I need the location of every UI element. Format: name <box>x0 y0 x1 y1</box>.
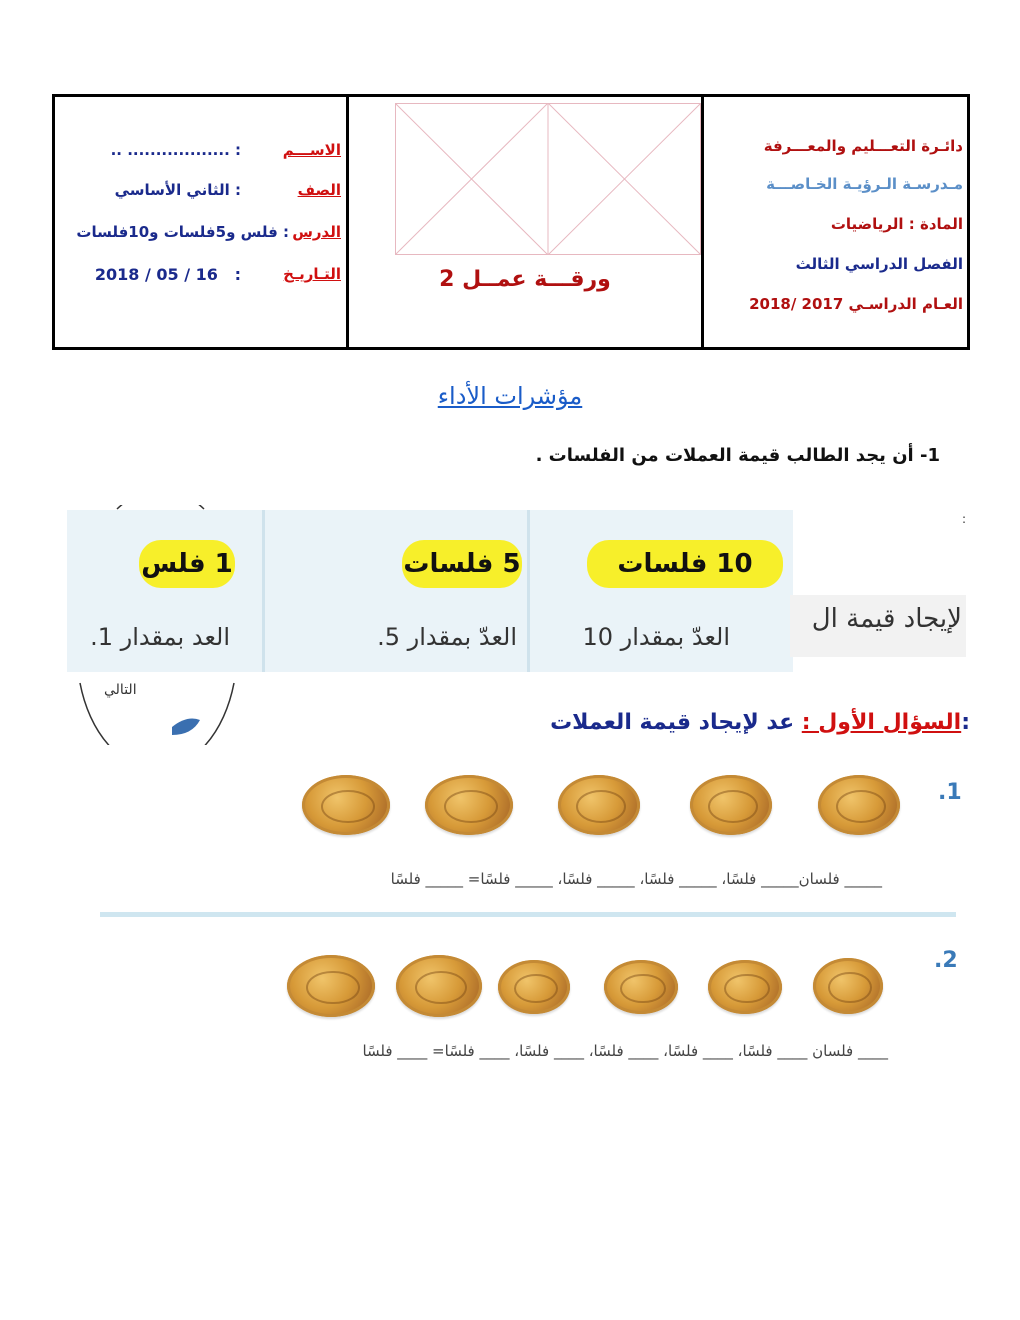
colon-mark: : <box>962 512 967 526</box>
coin-icon <box>425 775 513 835</box>
coin-icon <box>396 955 482 1017</box>
coin-name-5: 5 فلسات <box>402 540 522 588</box>
class-label: الصف <box>297 181 341 199</box>
coin-icon <box>818 775 900 835</box>
count-by-10: العدّ بمقدار 10 <box>582 623 730 651</box>
problem-1-number: .1 <box>938 780 962 805</box>
question-1-heading <box>550 710 970 735</box>
coin-icon <box>498 960 570 1014</box>
coin-icon <box>287 955 375 1017</box>
coin-icon <box>813 958 883 1014</box>
question-1-text: عد لإيجاد قيمة العملات <box>550 710 802 735</box>
name-value: : .................. .. <box>110 141 241 159</box>
side-text: لإيجاد قيمة ال <box>811 604 962 634</box>
name-label: الاســـم <box>282 141 341 159</box>
header-divider-right <box>701 97 704 347</box>
coin-icon <box>708 960 782 1014</box>
logo-placeholder-icon <box>395 103 701 255</box>
lesson-label: الدرس <box>292 223 341 241</box>
lesson-value: : فلس و5فلسات و10فلسات <box>76 223 289 241</box>
date-value: 2018 / 05 / 16 : <box>94 265 241 284</box>
school-name: مـدرسـة الـرؤيـة الخـاصـــة <box>766 175 963 193</box>
circle-frame-icon <box>72 505 242 745</box>
coin-icon <box>558 775 640 835</box>
student-info <box>65 141 341 305</box>
subject-line: المادة : الرياضيات <box>830 215 963 233</box>
coin-icon <box>302 775 390 835</box>
question-1-label: السؤال الأول : <box>801 710 962 735</box>
indicator-item-1: 1- أن يجد الطالب قيمة العملات من الفلسات . <box>535 445 940 466</box>
department-name: دائـرة التعـــليم والمعـــرفة <box>763 137 963 155</box>
date-label: التـاريـخ <box>283 265 341 283</box>
year-line: العـام الدراسـي 2017 /2018 <box>749 295 963 313</box>
separator <box>100 912 956 917</box>
coin-name-10: 10 فلسات <box>587 540 783 588</box>
header-table <box>52 94 970 350</box>
problem-2-blanks: ____ فلسان ____ فلسًا، ____ فلسًا، ____ فلسًا، ____ فلسًا، ____ فلسًا= ____ فلسًا <box>362 1042 888 1060</box>
problem-2-number: .2 <box>934 948 958 973</box>
term-line: الفصل الدراسي الثالث <box>795 255 963 273</box>
header-divider-left <box>346 97 349 347</box>
worksheet-title: ورقـــة عمــل 2 <box>439 267 611 292</box>
circle-label: التالي <box>104 682 137 698</box>
count-by-5: العدّ بمقدار 5. <box>377 623 517 651</box>
count-by-1: العد بمقدار 1. <box>90 623 230 651</box>
coin-icon <box>690 775 772 835</box>
question-1-colon: : <box>961 710 970 735</box>
indicators-title: مؤشرات الأداء <box>437 382 583 410</box>
class-value: : الثاني الأساسي <box>114 181 241 199</box>
coin-name-1: 1 فلس <box>139 540 235 588</box>
problem-1-blanks: _____ فلسان_____ فلسًا، _____ فلسًا، _____ فلسًا، _____ فلسًا= _____ فلسًا <box>390 870 882 888</box>
coin-icon <box>604 960 678 1014</box>
school-info <box>715 137 963 325</box>
